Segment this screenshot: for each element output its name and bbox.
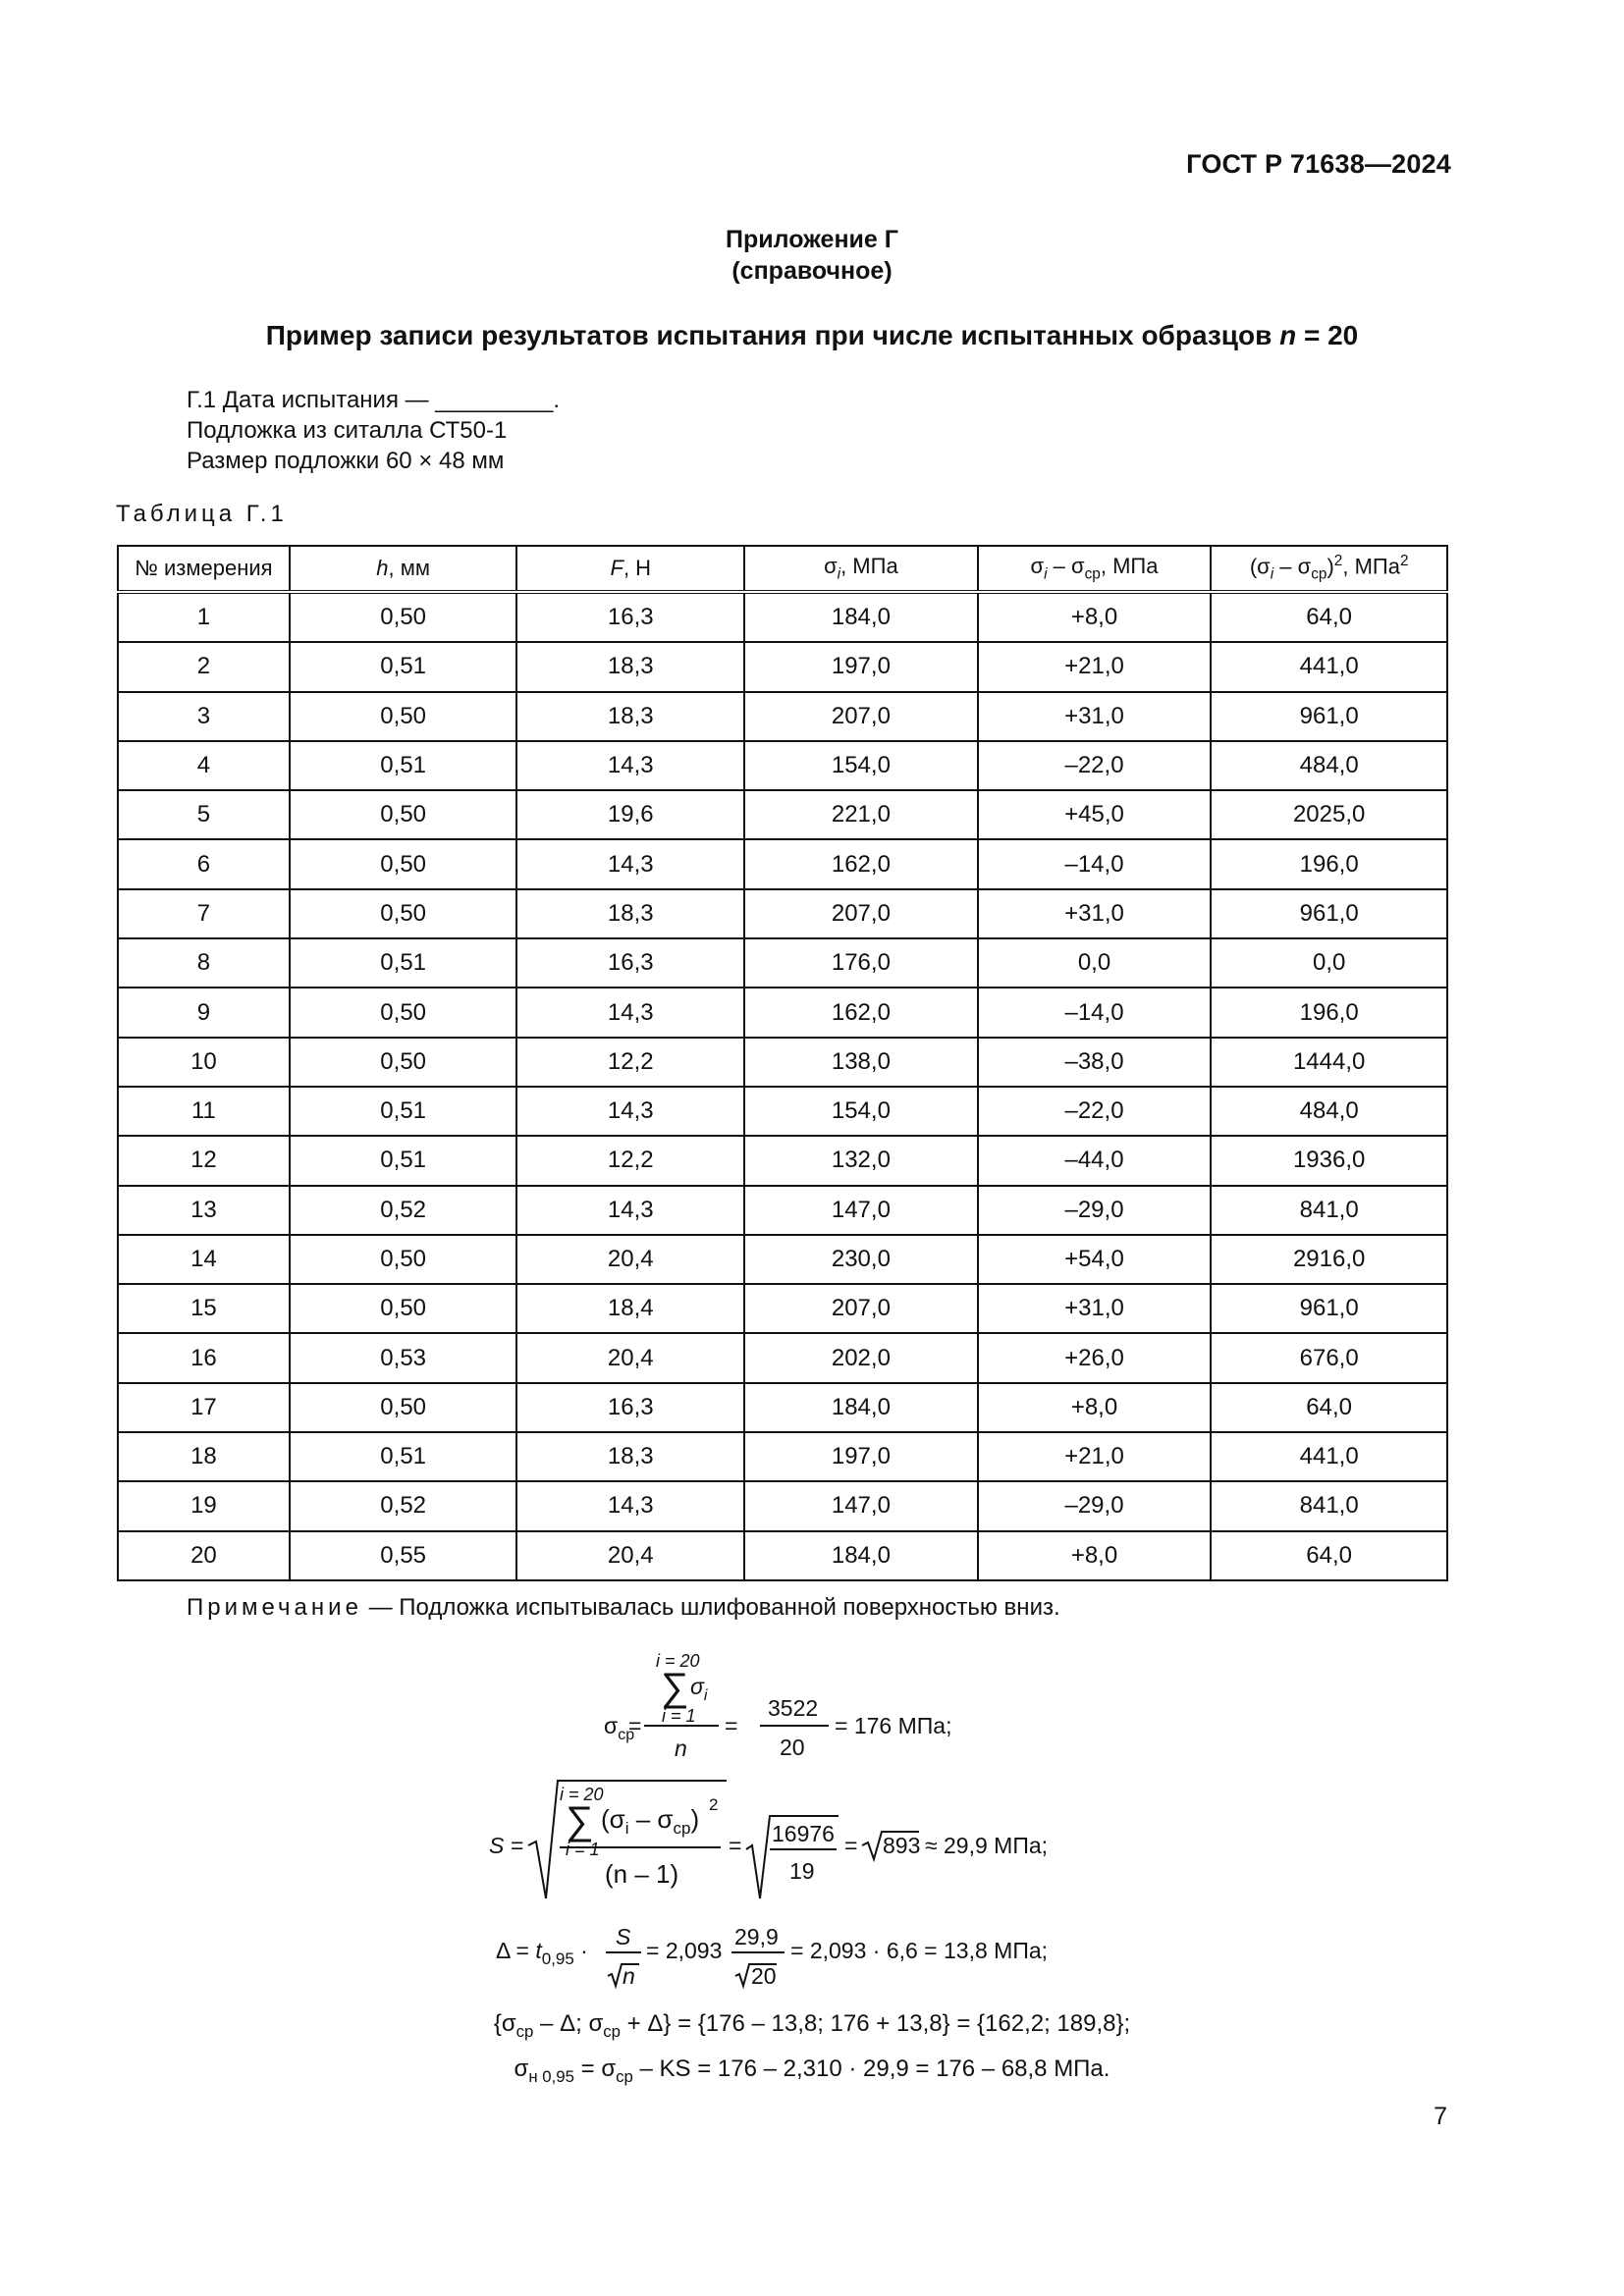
table-cell: 441,0: [1211, 642, 1447, 691]
table-cell: 0,50: [290, 592, 517, 642]
table-cell: 0,55: [290, 1531, 517, 1580]
table-cell: 15: [118, 1284, 290, 1333]
std-sum-upper: i = 20: [560, 1785, 604, 1804]
std-lhs: S: [489, 1833, 505, 1858]
table-cell: 3: [118, 692, 290, 741]
table-cell: 0,50: [290, 889, 517, 938]
table-row: [118, 1481, 1447, 1530]
table-cell: –14,0: [978, 988, 1212, 1037]
table-cell: 162,0: [744, 839, 978, 888]
results-table: [117, 545, 1448, 1581]
table-cell: 7: [118, 889, 290, 938]
table-note: [187, 1594, 1060, 1622]
equals-sign: =: [725, 1713, 738, 1738]
table-cell: 0,50: [290, 839, 517, 888]
table-cell: 0,50: [290, 988, 517, 1037]
table-cell: 197,0: [744, 1432, 978, 1481]
table-row: [118, 1038, 1447, 1087]
table-cell: 162,0: [744, 988, 978, 1037]
table-caption: Таблица Г.1: [116, 501, 288, 527]
table-cell: 841,0: [1211, 1481, 1447, 1530]
table-row: [118, 988, 1447, 1037]
table-cell: 4: [118, 741, 290, 790]
table-cell: 18,4: [516, 1284, 744, 1333]
table-cell: 19: [118, 1481, 290, 1530]
table-cell: 20: [118, 1531, 290, 1580]
mean-sigma-i: $\sigma_i$: [690, 1674, 708, 1704]
table-cell: 0,51: [290, 938, 517, 988]
header-stress: $\sigma_i$, МПа: [744, 546, 978, 592]
header-measurement-no: № измерения: [118, 546, 290, 592]
formula-mean: [550, 1645, 1100, 1773]
table-cell: –22,0: [978, 1087, 1212, 1136]
table-cell: 0,50: [290, 1284, 517, 1333]
table-cell: 5: [118, 790, 290, 839]
table-cell: 0,51: [290, 1136, 517, 1185]
table-cell: 961,0: [1211, 889, 1447, 938]
table-cell: 18,3: [516, 642, 744, 691]
header-thickness: h, мм: [290, 546, 517, 592]
table-cell: 196,0: [1211, 988, 1447, 1037]
sum-symbol: ∑: [566, 1799, 594, 1842]
table-cell: +31,0: [978, 1284, 1212, 1333]
table-row: [118, 642, 1447, 691]
table-cell: 14,3: [516, 1087, 744, 1136]
std-root: 893: [883, 1833, 921, 1858]
mean-sum-upper: i = 20: [656, 1651, 700, 1671]
table-row: [118, 1333, 1447, 1382]
note-text: — Подложка испытывалась шлифованной поверхностью вниз.: [361, 1594, 1060, 1621]
header-force: F, Н: [516, 546, 744, 592]
table-cell: 14,3: [516, 839, 744, 888]
table-cell: 196,0: [1211, 839, 1447, 888]
mean-n: n: [675, 1735, 687, 1761]
table-cell: +31,0: [978, 692, 1212, 741]
appendix-title: Приложение Г: [726, 226, 898, 253]
table-row: [118, 1087, 1447, 1136]
table-cell: 20,4: [516, 1333, 744, 1382]
table-cell: 1444,0: [1211, 1038, 1447, 1087]
table-cell: 10: [118, 1038, 290, 1087]
table-cell: 2025,0: [1211, 790, 1447, 839]
table-cell: 0,51: [290, 1087, 517, 1136]
table-cell: –14,0: [978, 839, 1212, 888]
table-cell: 0,50: [290, 692, 517, 741]
table-cell: 132,0: [744, 1136, 978, 1185]
formula-interval: {$\sigma_{ср}$ – Δ; $\sigma_{ср} + \Delta\} = \{176 - 13,8$; 176 + 13,8} = {162,2; 189,8};: [493, 2010, 1131, 2041]
table-row: [118, 1284, 1447, 1333]
table-cell: 2916,0: [1211, 1235, 1447, 1284]
table-cell: 0,50: [290, 1235, 517, 1284]
sum-symbol: ∑: [661, 1666, 689, 1709]
table-cell: –44,0: [978, 1136, 1212, 1185]
table-cell: 184,0: [744, 1383, 978, 1432]
formula-lower-bound: $\sigma_{н 0,95} = \sigma_{ср}$ – KS = 176 – 2,310 · 29,9 = 176 – 68,8 МПа.: [514, 2056, 1110, 2086]
mean-result: = 176 МПа;: [835, 1713, 952, 1738]
table-cell: 9: [118, 988, 290, 1037]
appendix-subtitle: (справочное): [731, 257, 893, 285]
table-cell: 147,0: [744, 1186, 978, 1235]
std-num-expr: $(\sigma_i - \sigma_{ср})$: [601, 1804, 700, 1838]
header-deviation-squared: $(\sigma_i - \sigma_{ср})^2$, МПа$^2$: [1211, 546, 1447, 592]
table-cell: 230,0: [744, 1235, 978, 1284]
table-cell: 13: [118, 1186, 290, 1235]
delta-frac2-den: 20: [751, 1963, 777, 1989]
table-cell: 184,0: [744, 1531, 978, 1580]
table-row: [118, 790, 1447, 839]
table-cell: 1: [118, 592, 290, 642]
table-cell: +21,0: [978, 1432, 1212, 1481]
equals-sign: =: [844, 1833, 858, 1858]
table-cell: 64,0: [1211, 1531, 1447, 1580]
table-row: [118, 889, 1447, 938]
table-row: [118, 741, 1447, 790]
table-cell: 0,51: [290, 1432, 517, 1481]
table-cell: 64,0: [1211, 592, 1447, 642]
table-cell: 14,3: [516, 741, 744, 790]
table-cell: 0,51: [290, 642, 517, 691]
table-cell: +8,0: [978, 592, 1212, 642]
table-cell: 0,50: [290, 1038, 517, 1087]
table-cell: 207,0: [744, 692, 978, 741]
note-label: Примечание: [187, 1594, 362, 1621]
intro-size-line: Размер подложки 60 × 48 мм: [187, 448, 505, 474]
table-cell: 18,3: [516, 692, 744, 741]
delta-frac-den: n: [623, 1963, 635, 1989]
table-cell: 0,51: [290, 741, 517, 790]
page-number: 7: [1434, 2103, 1447, 2130]
table-cell: 14,3: [516, 988, 744, 1037]
std-sum-lower: i = 1: [566, 1840, 600, 1859]
table-cell: 207,0: [744, 889, 978, 938]
mean-den: 20: [780, 1735, 805, 1760]
example-title: Пример записи результатов испытания при числе испытанных образцов n = 20: [265, 320, 1359, 350]
table-row: [118, 1235, 1447, 1284]
table-cell: +54,0: [978, 1235, 1212, 1284]
table-header-row: [118, 546, 1447, 592]
table-row: [118, 1186, 1447, 1235]
table-cell: 138,0: [744, 1038, 978, 1087]
table-cell: 18: [118, 1432, 290, 1481]
std-den: 19: [789, 1858, 815, 1884]
table-cell: 207,0: [744, 1284, 978, 1333]
document-code: ГОСТ Р 71638—2024: [1186, 149, 1451, 179]
delta-lhs: $\Delta = t_{0,95}$ ·: [496, 1938, 588, 1968]
header-deviation: $\sigma_i - \sigma_{ср}$, МПа: [978, 546, 1212, 592]
table-cell: 18,3: [516, 889, 744, 938]
table-cell: –29,0: [978, 1481, 1212, 1530]
table-cell: 0,50: [290, 790, 517, 839]
exponent: 2: [709, 1795, 719, 1814]
delta-result: = 2,093 · 6,6 = 13,8 МПа;: [790, 1938, 1049, 1963]
equals-sign: =: [511, 1833, 524, 1858]
table-cell: 19,6: [516, 790, 744, 839]
table-cell: 176,0: [744, 938, 978, 988]
table-cell: 2: [118, 642, 290, 691]
table-cell: 184,0: [744, 592, 978, 642]
mean-num: 3522: [768, 1695, 819, 1721]
table-cell: –29,0: [978, 1186, 1212, 1235]
table-cell: 16,3: [516, 938, 744, 988]
table-cell: +45,0: [978, 790, 1212, 839]
table-row: [118, 1432, 1447, 1481]
delta-frac2-num: 29,9: [734, 1924, 779, 1949]
table-cell: 16,3: [516, 592, 744, 642]
table-cell: +21,0: [978, 642, 1212, 691]
table-cell: 147,0: [744, 1481, 978, 1530]
table-cell: 441,0: [1211, 1432, 1447, 1481]
table-row: [118, 839, 1447, 888]
table-cell: 18,3: [516, 1432, 744, 1481]
table-cell: 0,52: [290, 1186, 517, 1235]
table-cell: 64,0: [1211, 1383, 1447, 1432]
table-cell: 16,3: [516, 1383, 744, 1432]
table-row: [118, 1136, 1447, 1185]
table-cell: 14,3: [516, 1186, 744, 1235]
std-den-expr: (n – 1): [605, 1859, 679, 1889]
table-cell: 961,0: [1211, 692, 1447, 741]
table-cell: 0,53: [290, 1333, 517, 1382]
table-cell: 961,0: [1211, 1284, 1447, 1333]
table-row: [118, 592, 1447, 642]
intro-date-line: Г.1 Дата испытания — _________.: [187, 387, 561, 413]
mean-sum-lower: i = 1: [662, 1706, 696, 1726]
mean-lhs: $\sigma_{ср}$: [604, 1713, 635, 1743]
table-cell: 6: [118, 839, 290, 888]
table-cell: +8,0: [978, 1531, 1212, 1580]
table-cell: 841,0: [1211, 1186, 1447, 1235]
delta-mid: = 2,093: [646, 1938, 723, 1963]
formula-delta: [486, 1909, 1114, 1998]
equals-sign: =: [729, 1833, 742, 1858]
table-row: [118, 692, 1447, 741]
table-cell: 197,0: [744, 642, 978, 691]
table-cell: 0,0: [1211, 938, 1447, 988]
table-cell: 154,0: [744, 1087, 978, 1136]
table-cell: 202,0: [744, 1333, 978, 1382]
table-cell: 1936,0: [1211, 1136, 1447, 1185]
table-cell: –38,0: [978, 1038, 1212, 1087]
delta-frac-num: S: [616, 1924, 631, 1949]
table-cell: 17: [118, 1383, 290, 1432]
std-result: ≈ 29,9 МПа;: [925, 1833, 1049, 1858]
table-cell: –22,0: [978, 741, 1212, 790]
table-cell: 484,0: [1211, 741, 1447, 790]
table-cell: 154,0: [744, 741, 978, 790]
table-cell: 676,0: [1211, 1333, 1447, 1382]
formula-std: [481, 1775, 1119, 1907]
table-cell: 12,2: [516, 1038, 744, 1087]
intro-block: [187, 385, 560, 476]
equals-sign: =: [628, 1713, 642, 1738]
table-cell: 0,50: [290, 1383, 517, 1432]
table-cell: 484,0: [1211, 1087, 1447, 1136]
table-cell: 0,52: [290, 1481, 517, 1530]
std-num: 16976: [772, 1821, 835, 1846]
table-row: [118, 1383, 1447, 1432]
table-cell: 0,0: [978, 938, 1212, 988]
table-cell: 11: [118, 1087, 290, 1136]
table-cell: 12: [118, 1136, 290, 1185]
table-cell: +31,0: [978, 889, 1212, 938]
table-cell: 8: [118, 938, 290, 988]
table-cell: +8,0: [978, 1383, 1212, 1432]
table-cell: 20,4: [516, 1235, 744, 1284]
table-cell: 14: [118, 1235, 290, 1284]
table-row: [118, 938, 1447, 988]
table-cell: 221,0: [744, 790, 978, 839]
intro-substrate-line: Подложка из ситалла СТ50-1: [187, 417, 508, 444]
table-cell: 20,4: [516, 1531, 744, 1580]
table-cell: 16: [118, 1333, 290, 1382]
table-cell: 14,3: [516, 1481, 744, 1530]
table-row: [118, 1531, 1447, 1580]
table-cell: +26,0: [978, 1333, 1212, 1382]
table-cell: 12,2: [516, 1136, 744, 1185]
